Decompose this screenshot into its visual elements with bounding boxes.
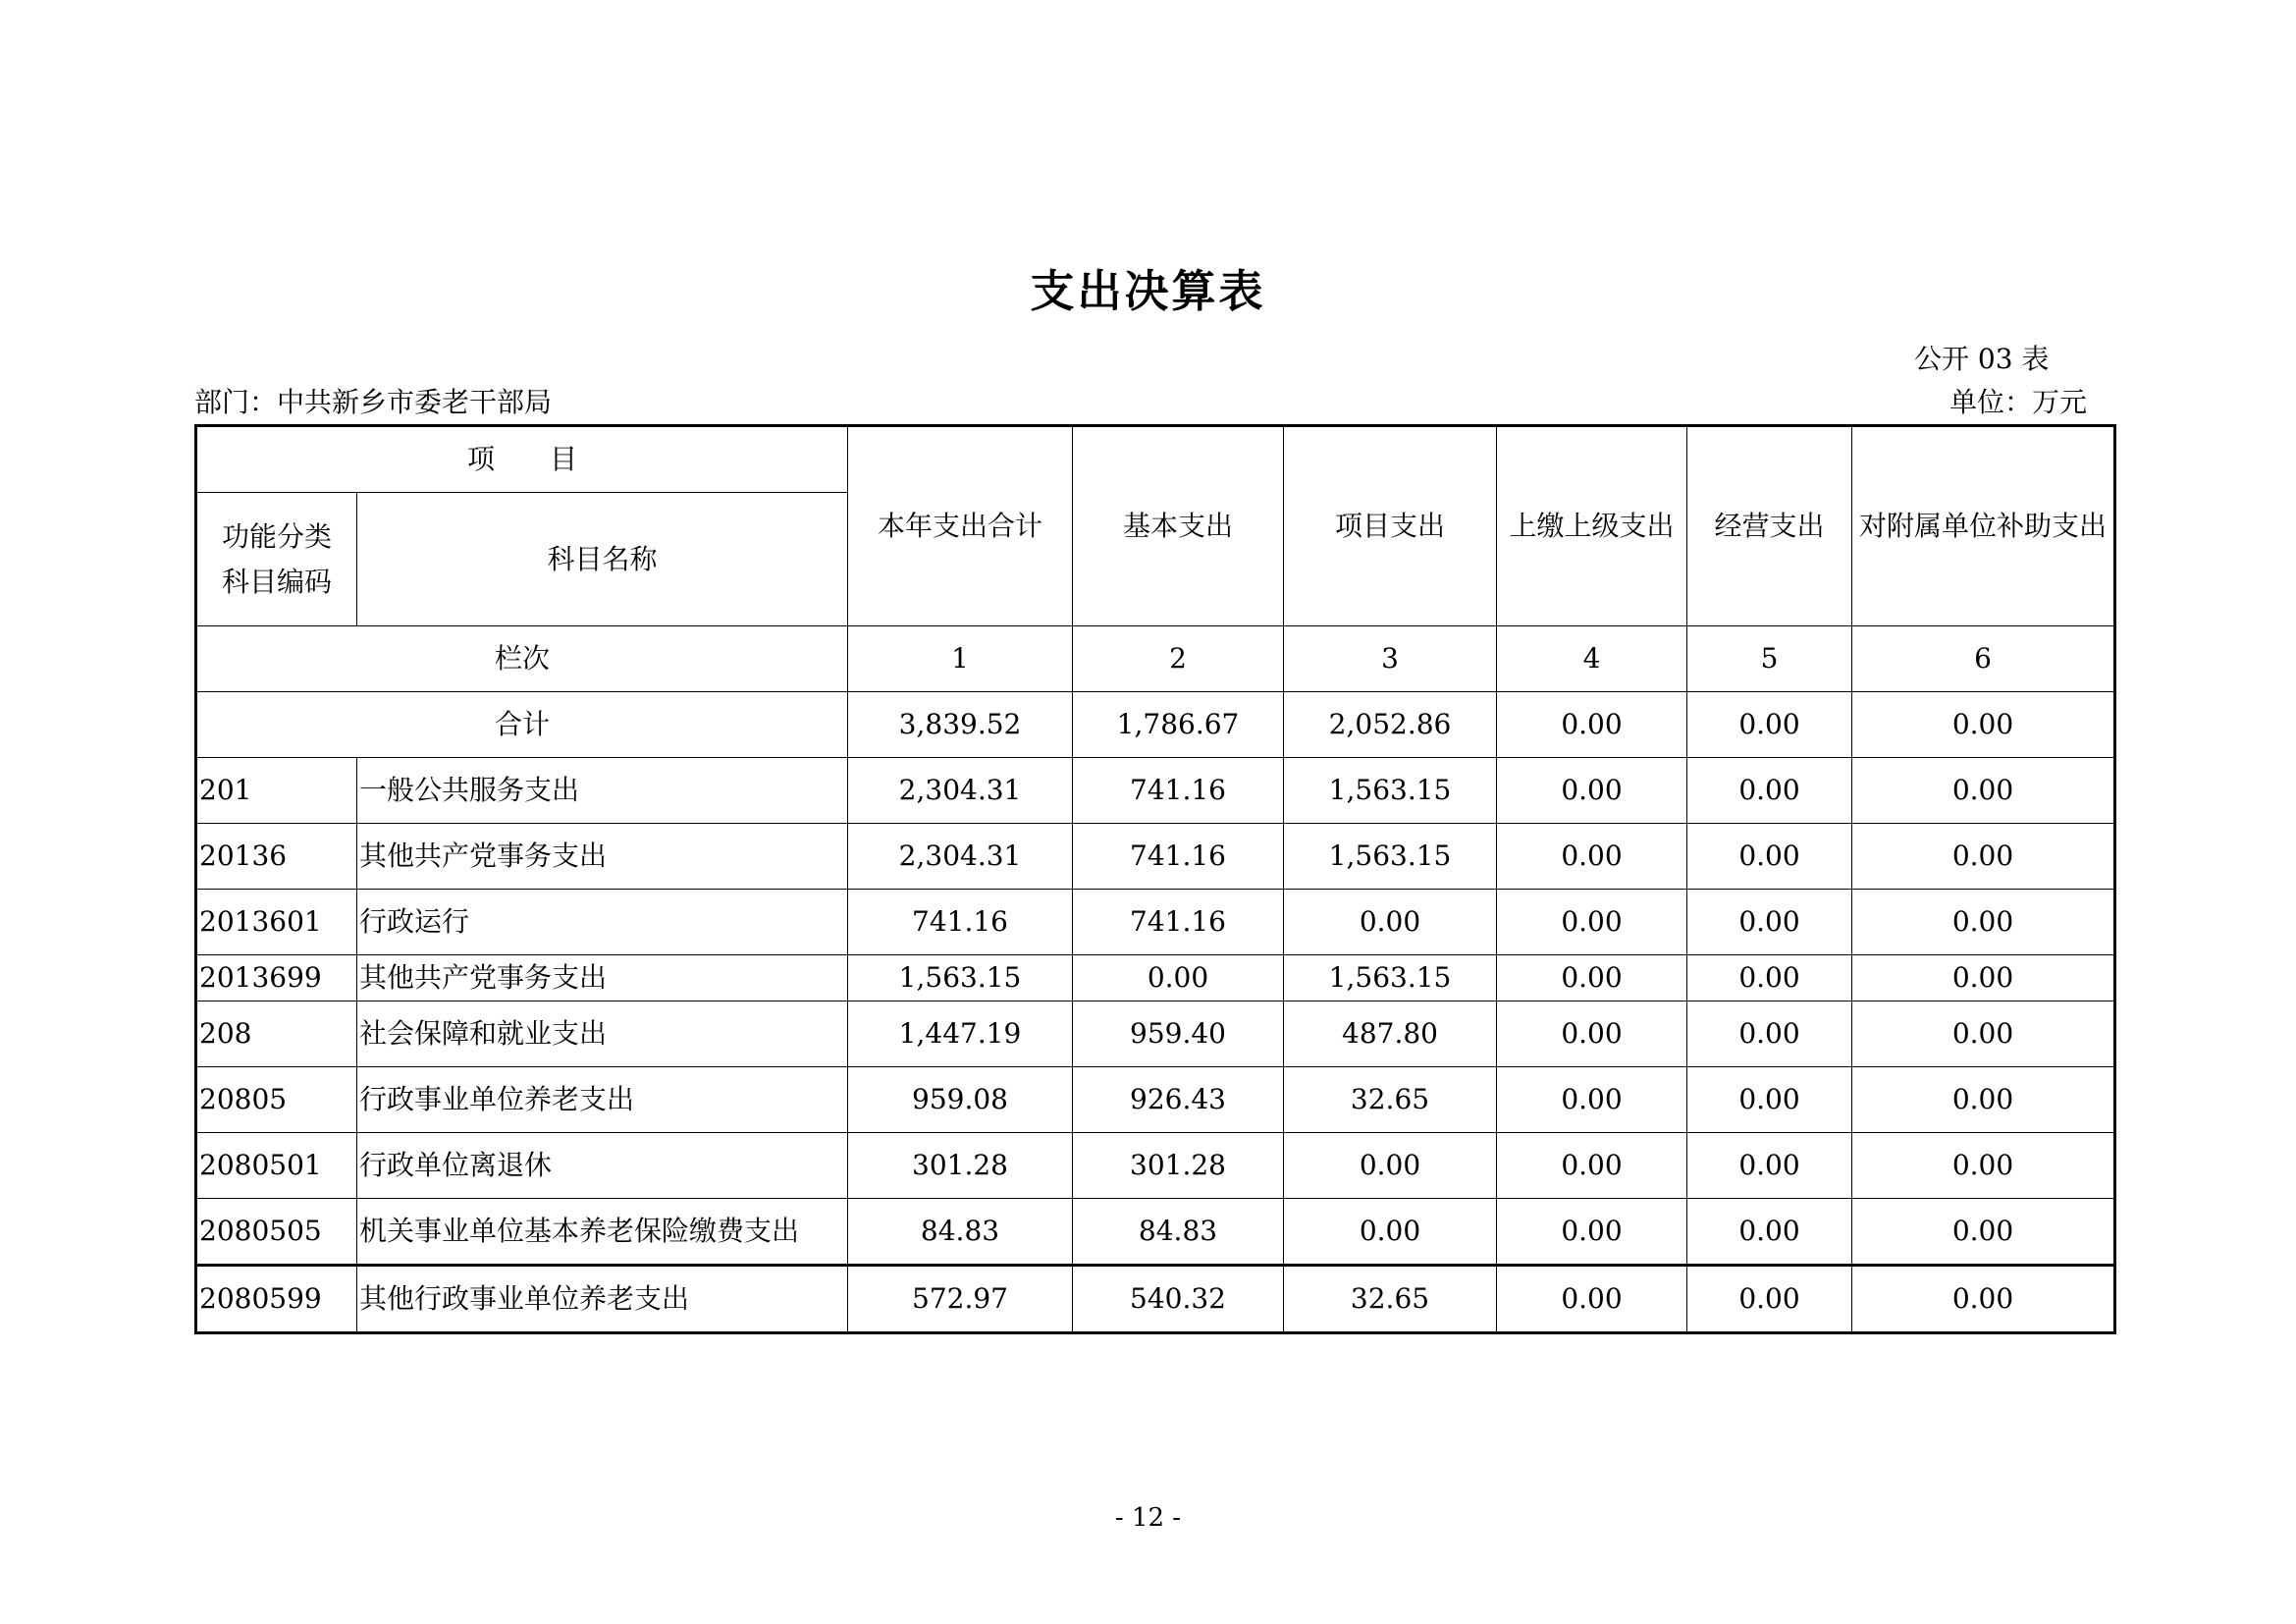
table-cell: 540.32 xyxy=(1073,1266,1284,1333)
row-code: 208 xyxy=(196,1001,357,1067)
table-cell: 0.00 xyxy=(1284,890,1497,955)
row-code: 2013699 xyxy=(196,955,357,1001)
total-label: 合计 xyxy=(196,692,848,758)
table-cell: 741.16 xyxy=(1073,758,1284,824)
page-number: - 12 - xyxy=(1114,1503,1182,1533)
table-cell: 959.40 xyxy=(1073,1001,1284,1067)
row-code: 2013601 xyxy=(196,890,357,955)
row-code: 20805 xyxy=(196,1067,357,1133)
table-cell: 0.00 xyxy=(1852,692,2115,758)
table-row xyxy=(196,1133,2115,1199)
table-cell: 3,839.52 xyxy=(848,692,1073,758)
table-cell: 0.00 xyxy=(1073,955,1284,1001)
table-cell: 0.00 xyxy=(1852,890,2115,955)
row-code: 20136 xyxy=(196,824,357,890)
table-cell: 0.00 xyxy=(1497,692,1687,758)
table-cell: 0.00 xyxy=(1284,1133,1497,1199)
table-row xyxy=(196,1266,2115,1333)
table-cell: 84.83 xyxy=(1073,1199,1284,1266)
column-index: 1 xyxy=(848,626,1073,692)
table-cell: 32.65 xyxy=(1284,1067,1497,1133)
table-cell: 84.83 xyxy=(848,1199,1073,1266)
table-cell: 0.00 xyxy=(1852,1001,2115,1067)
table-cell: 1,447.19 xyxy=(848,1001,1073,1067)
column-index: 4 xyxy=(1497,626,1687,692)
page-title: 支出决算表 xyxy=(1030,265,1266,317)
header-col-6: 对附属单位补助支出 xyxy=(1852,426,2115,626)
table-cell: 301.28 xyxy=(1073,1133,1284,1199)
row-name: 社会保障和就业支出 xyxy=(357,1001,848,1067)
table-cell: 0.00 xyxy=(1497,1067,1687,1133)
table-cell: 301.28 xyxy=(848,1133,1073,1199)
row-name: 行政运行 xyxy=(357,890,848,955)
table-cell: 2,304.31 xyxy=(848,758,1073,824)
table-cell: 0.00 xyxy=(1497,1199,1687,1266)
table-cell: 2,304.31 xyxy=(848,824,1073,890)
row-code: 2080505 xyxy=(196,1199,357,1266)
table-row xyxy=(196,1001,2115,1067)
table-cell: 0.00 xyxy=(1852,1199,2115,1266)
column-index: 6 xyxy=(1852,626,2115,692)
row-code: 2080501 xyxy=(196,1133,357,1199)
table-cell: 741.16 xyxy=(1073,824,1284,890)
table-cell: 0.00 xyxy=(1852,1133,2115,1199)
table-cell: 0.00 xyxy=(1852,955,2115,1001)
row-name: 机关事业单位基本养老保险缴费支出 xyxy=(357,1199,848,1266)
column-index-row xyxy=(196,626,2115,692)
total-row xyxy=(196,692,2115,758)
table-cell: 1,563.15 xyxy=(848,955,1073,1001)
row-name: 行政单位离退休 xyxy=(357,1133,848,1199)
department-label: 部门：中共新乡市委老干部局 xyxy=(194,386,553,418)
column-index: 5 xyxy=(1687,626,1852,692)
table-cell: 2,052.86 xyxy=(1284,692,1497,758)
row-code: 2080599 xyxy=(196,1266,357,1333)
column-index-label: 栏次 xyxy=(196,626,848,692)
table-cell: 1,563.15 xyxy=(1284,824,1497,890)
table-cell: 741.16 xyxy=(848,890,1073,955)
header-col-1: 本年支出合计 xyxy=(848,426,1073,626)
table-cell: 0.00 xyxy=(1497,1001,1687,1067)
table-cell: 1,563.15 xyxy=(1284,758,1497,824)
table-cell: 32.65 xyxy=(1284,1266,1497,1333)
row-name: 其他行政事业单位养老支出 xyxy=(357,1266,848,1333)
table-row xyxy=(196,1067,2115,1133)
table-cell: 0.00 xyxy=(1852,1067,2115,1133)
table-cell: 572.97 xyxy=(848,1266,1073,1333)
table-cell: 0.00 xyxy=(1497,824,1687,890)
column-index: 2 xyxy=(1073,626,1284,692)
table-cell: 1,786.67 xyxy=(1073,692,1284,758)
table-cell: 0.00 xyxy=(1687,890,1852,955)
table-cell: 0.00 xyxy=(1497,758,1687,824)
table-row xyxy=(196,1199,2115,1266)
table-cell: 0.00 xyxy=(1687,955,1852,1001)
table-cell: 741.16 xyxy=(1073,890,1284,955)
table-cell: 0.00 xyxy=(1284,1199,1497,1266)
row-name: 一般公共服务支出 xyxy=(357,758,848,824)
row-name: 其他共产党事务支出 xyxy=(357,824,848,890)
unit-label: 单位：万元 xyxy=(1949,386,2087,418)
table-cell: 0.00 xyxy=(1687,1001,1852,1067)
table-cell: 0.00 xyxy=(1852,1266,2115,1333)
table-cell: 0.00 xyxy=(1687,1199,1852,1266)
table-cell: 0.00 xyxy=(1687,1133,1852,1199)
header-col-3: 项目支出 xyxy=(1284,426,1497,626)
table-cell: 0.00 xyxy=(1852,824,2115,890)
table-row xyxy=(196,758,2115,824)
table-cell: 0.00 xyxy=(1497,890,1687,955)
header-col-2: 基本支出 xyxy=(1073,426,1284,626)
row-name: 其他共产党事务支出 xyxy=(357,955,848,1001)
table-cell: 487.80 xyxy=(1284,1001,1497,1067)
header-code xyxy=(196,493,357,626)
expenditure-table xyxy=(194,424,2116,1334)
table-cell: 0.00 xyxy=(1852,758,2115,824)
table-cell: 0.00 xyxy=(1687,1067,1852,1133)
header-col-4: 上缴上级支出 xyxy=(1497,426,1687,626)
table-cell: 0.00 xyxy=(1497,1133,1687,1199)
table-cell: 0.00 xyxy=(1687,692,1852,758)
table-row xyxy=(196,824,2115,890)
table-cell: 959.08 xyxy=(848,1067,1073,1133)
table-cell: 0.00 xyxy=(1687,758,1852,824)
table-cell: 0.00 xyxy=(1497,955,1687,1001)
column-index: 3 xyxy=(1284,626,1497,692)
row-name: 行政事业单位养老支出 xyxy=(357,1067,848,1133)
table-cell: 926.43 xyxy=(1073,1067,1284,1133)
table-cell: 0.00 xyxy=(1687,1266,1852,1333)
header-name: 科目名称 xyxy=(357,493,848,626)
header-row-project xyxy=(196,426,2115,493)
table-cell: 0.00 xyxy=(1497,1266,1687,1333)
header-code-text: 功能分类科目编码 xyxy=(222,519,333,598)
header-col-5: 经营支出 xyxy=(1687,426,1852,626)
table-cell: 0.00 xyxy=(1687,824,1852,890)
table-row xyxy=(196,955,2115,1001)
table-row xyxy=(196,890,2115,955)
table-cell: 1,563.15 xyxy=(1284,955,1497,1001)
form-number: 公开 03 表 xyxy=(1914,343,2050,375)
row-code: 201 xyxy=(196,758,357,824)
header-project: 项 目 xyxy=(196,426,848,493)
